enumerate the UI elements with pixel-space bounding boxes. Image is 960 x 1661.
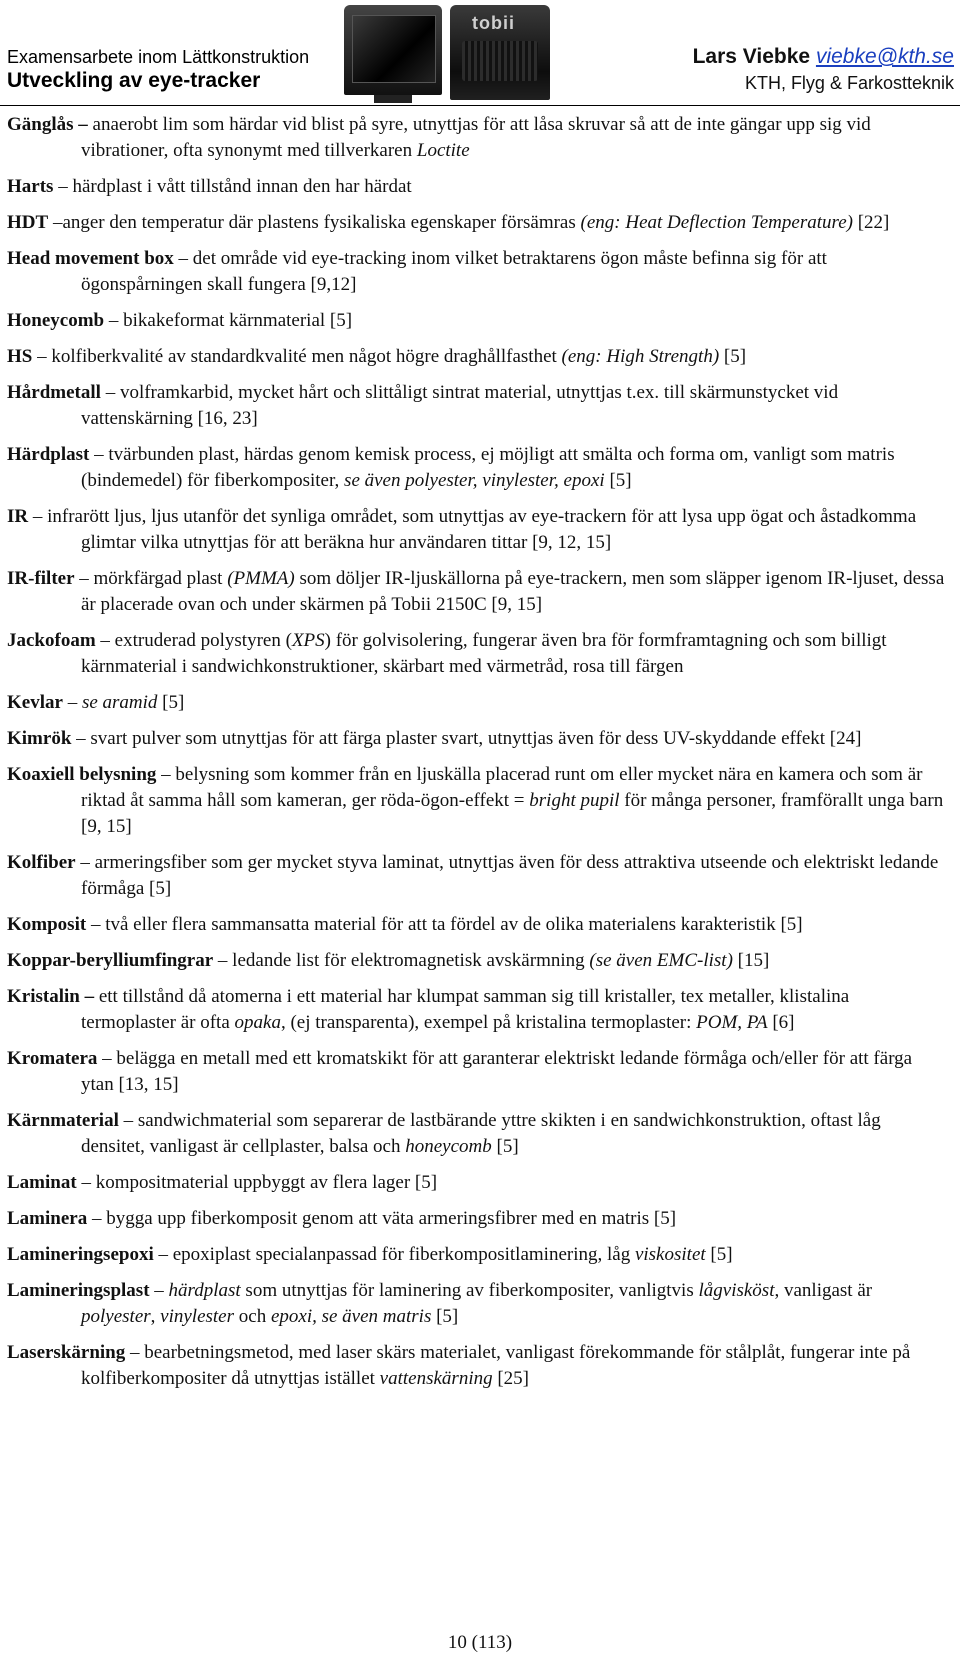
glossary-entry: [7, 442, 947, 494]
glossary-term: Komposit: [7, 914, 87, 935]
glossary-term: Lamineringsepoxi: [7, 1244, 154, 1265]
glossary-emphasis: XPS: [291, 630, 325, 651]
glossary-emphasis: se aramid: [81, 692, 158, 713]
glossary-entry: [7, 762, 947, 840]
glossary-emphasis: POM, PA: [696, 1012, 768, 1033]
glossary-entry: [7, 1340, 947, 1392]
glossary-definition: – två eller flera sammansatta material för att ta fördel av de olika materialens karakteristik [5]: [86, 914, 803, 935]
glossary-definition: [5]: [604, 470, 632, 491]
glossary-emphasis: se även polyester, vinylester, epoxi: [344, 470, 605, 491]
glossary-entry: [7, 948, 947, 974]
glossary-emphasis: lågvisköst: [698, 1280, 775, 1301]
glossary-definition: –anger den temperatur där plastens fysikaliska egenskaper försämras: [48, 212, 581, 233]
glossary-definition: anaerobt lim som härdar vid blist på syre, utnyttjas för att låsa skruvar så att de inte gängar upp sig vid vibrationer, ofta synonymt med tillverkaren: [81, 114, 871, 161]
glossary-definition: – kompositmaterial uppbyggt av flera lager [5]: [76, 1172, 438, 1193]
glossary-entry: [7, 504, 947, 556]
glossary-definition: som döljer IR-ljuskällorna på eye-trackern, men som släpper igenom IR-ljuset, dessa är placerade ovan och under skärmen på Tobii 2150C [9, 15]: [81, 568, 945, 615]
glossary-entry: [7, 566, 947, 618]
glossary-definition: – det område vid eye-tracking inom vilket betraktarens ögon måste befinna sig för att ögonspårningen skall fungera [9,12]: [81, 248, 827, 295]
glossary-definition: – svart pulver som utnyttjas för att färga plaster svart, utnyttjas även för dess UV-skyddande effekt [24]: [71, 728, 862, 749]
glossary-entry: [7, 1046, 947, 1098]
glossary-definition: för många personer, framförallt unga barn [9, 15]: [81, 790, 944, 837]
page-header: [0, 0, 960, 108]
glossary-term: Lamineringsplast: [7, 1280, 150, 1301]
glossary-emphasis: opaka: [234, 1012, 281, 1033]
glossary-term: IR: [7, 506, 29, 527]
glossary-entry: [7, 174, 947, 200]
glossary-definition: [6]: [767, 1012, 795, 1033]
glossary-term: Kristalin –: [7, 986, 95, 1007]
glossary-definition: [5]: [491, 1136, 519, 1157]
glossary-emphasis: polyester: [81, 1306, 151, 1327]
glossary-definition: – epoxiplast specialanpassad för fiberkompositlaminering, låg: [153, 1244, 635, 1265]
monitor-screen: [352, 15, 436, 83]
glossary-entry: [7, 112, 947, 164]
glossary-definition: – bikakeformat kärnmaterial [5]: [104, 310, 353, 331]
glossary-definition: [5]: [705, 1244, 733, 1265]
glossary-emphasis: vattenskärning: [379, 1368, 493, 1389]
glossary-term: Hårdmetall: [7, 382, 101, 403]
glossary-emphasis: bright pupil: [529, 790, 620, 811]
glossary-entry: [7, 1278, 947, 1330]
glossary-list: [7, 112, 947, 1402]
glossary-entry: [7, 984, 947, 1036]
monitor-stand: [374, 95, 412, 103]
department-label: KTH, Flyg & Farkostteknik: [744, 73, 954, 93]
glossary-term: Honeycomb: [7, 310, 105, 331]
glossary-term: Koaxiell belysning: [7, 764, 157, 785]
glossary-definition: [22]: [852, 212, 890, 233]
glossary-definition: ,: [150, 1306, 161, 1327]
glossary-definition: , (ej transparenta), exempel på kristalina termoplaster:: [280, 1012, 697, 1033]
glossary-entry: [7, 380, 947, 432]
glossary-definition: [5]: [431, 1306, 459, 1327]
glossary-definition: – bygga upp fiberkomposit genom att väta armeringsfibrer med en matris [5]: [87, 1208, 677, 1229]
tobii-logo: tobii: [472, 13, 515, 33]
glossary-emphasis: (se även EMC-list): [589, 950, 733, 971]
glossary-definition: –: [149, 1280, 169, 1301]
glossary-definition: – bearbetningsmetod, med laser skärs materialet, vanligast förekommande för stålplåt, fungerar inte på kolfiberkompositer då utnyttjas istället: [81, 1342, 911, 1389]
glossary-emphasis: härdplast: [168, 1280, 241, 1301]
glossary-emphasis: viskositet: [634, 1244, 706, 1265]
glossary-term: Laminat: [7, 1172, 77, 1193]
glossary-term: Jackofoam: [7, 630, 96, 651]
glossary-definition: –: [62, 692, 82, 713]
glossary-definition: – extruderad polystyren (: [95, 630, 292, 651]
glossary-entry: [7, 850, 947, 902]
glossary-definition: ) för golvisolering, fungerar även bra för formframtagning och som billigt kärnmaterial i sandwichkonstruktioner, skärbart med värmetråd, rosa till färgen: [81, 630, 887, 677]
course-label: Examensarbete inom Lättkonstruktion: [7, 47, 310, 67]
glossary-emphasis: vinylester: [160, 1306, 235, 1327]
glossary-term: Laminera: [7, 1208, 88, 1229]
glossary-entry: [7, 1170, 947, 1196]
glossary-emphasis: Loctite: [416, 140, 470, 161]
glossary-emphasis: (eng: High Strength): [561, 346, 720, 367]
glossary-definition: som utnyttjas för laminering av fiberkompositer, vanligtvis: [240, 1280, 699, 1301]
glossary-term: HS: [7, 346, 33, 367]
glossary-term: Kimrök: [7, 728, 72, 749]
glossary-entry: [7, 628, 947, 680]
author-name: Lars Viebke: [692, 45, 811, 68]
glossary-term: Gänglås –: [7, 114, 88, 135]
glossary-term: Härdplast: [7, 444, 90, 465]
glossary-term: Koppar-berylliumfingrar: [7, 950, 214, 971]
glossary-term: HDT: [7, 212, 49, 233]
header-right: [693, 44, 954, 94]
glossary-definition: – kolfiberkvalité av standardkvalité men något högre draghållfasthet: [32, 346, 562, 367]
glossary-entry: [7, 210, 947, 236]
glossary-definition: – tvärbunden plast, härdas genom kemisk process, ej möjligt att smälta och forma om, vanligt som matris (bindemedel) för fiberkompositer,: [81, 444, 895, 491]
glossary-emphasis: epoxi, se även matris: [270, 1306, 432, 1327]
glossary-definition: – mörkfärgad plast: [74, 568, 228, 589]
glossary-term: Harts: [7, 176, 54, 197]
glossary-definition: [5]: [157, 692, 185, 713]
glossary-definition: ett tillstånd då atomerna i ett material har klumpat samman sig till kristaller, tex metaller, klistalina termoplaster är ofta: [81, 986, 850, 1033]
glossary-definition: [15]: [732, 950, 770, 971]
glossary-term: Kolfiber: [7, 852, 76, 873]
eye-tracker-back-image: [450, 5, 550, 100]
glossary-definition: – volframkarbid, mycket hårt och slittåligt sintrat material, utnyttjas t.ex. till skärmunstycket vid vattenskärning [16, 23]: [81, 382, 839, 429]
glossary-entry: [7, 1206, 947, 1232]
glossary-definition: – infrarött ljus, ljus utanför det synliga området, som utnyttjas av eye-trackern för att lysa upp ögat och åstadkomma glimtar vilka utnyttjas för att beräkna hur användaren tittar [9, 12, 15]: [28, 506, 917, 553]
glossary-definition: och: [234, 1306, 271, 1327]
glossary-emphasis: (eng: Heat Deflection Temperature): [580, 212, 853, 233]
glossary-definition: – sandwichmaterial som separerar de lastbärande yttre skikten i en sandwichkonstruktion, oftast låg densitet, vanligast är cellplaster, balsa och: [81, 1110, 881, 1157]
author-email-link[interactable]: viebke@kth.se: [815, 45, 954, 68]
glossary-term: Kevlar: [7, 692, 63, 713]
glossary-entry: [7, 344, 947, 370]
glossary-definition: – härdplast i vått tillstånd innan den har härdat: [53, 176, 412, 197]
glossary-entry: [7, 726, 947, 752]
glossary-entry: [7, 308, 947, 334]
glossary-entry: [7, 1108, 947, 1160]
monitor-grill: [462, 41, 538, 81]
author-line: [693, 44, 954, 70]
glossary-entry: [7, 690, 947, 716]
glossary-definition: , vanligast är: [774, 1280, 873, 1301]
glossary-term: Kärnmaterial: [7, 1110, 119, 1131]
glossary-definition: – belysning som kommer från en ljuskälla placerad runt om eller mycket nära en kamera och som är riktad åt samma håll som kameran, ger röda-ögon-effekt =: [81, 764, 923, 811]
glossary-term: Laserskärning: [7, 1342, 126, 1363]
glossary-emphasis: honeycomb: [405, 1136, 492, 1157]
document-title: Utveckling av eye-tracker: [7, 69, 261, 92]
glossary-definition: – armeringsfiber som ger mycket styva laminat, utnyttjas även för dess attraktiva utseende och elektriskt ledande förmåga [5]: [75, 852, 939, 899]
glossary-entry: [7, 912, 947, 938]
glossary-definition: [5]: [719, 346, 747, 367]
page-number: 10 (113): [447, 1632, 513, 1653]
header-divider: [0, 105, 960, 106]
eye-tracker-front-image: [344, 5, 442, 95]
glossary-term: IR-filter: [7, 568, 75, 589]
glossary-entry: [7, 246, 947, 298]
glossary-definition: – ledande list för elektromagnetisk avskärmning: [213, 950, 590, 971]
header-left: [7, 46, 309, 94]
glossary-term: Head movement box: [7, 248, 174, 269]
glossary-definition: [25]: [492, 1368, 530, 1389]
glossary-emphasis: (PMMA): [227, 568, 295, 589]
glossary-term: Kromatera: [7, 1048, 98, 1069]
glossary-entry: [7, 1242, 947, 1268]
glossary-definition: – belägga en metall med ett kromatskikt för att garanterar elektriskt ledande förmåga och/eller för att färga ytan [13, 15]: [81, 1048, 913, 1095]
